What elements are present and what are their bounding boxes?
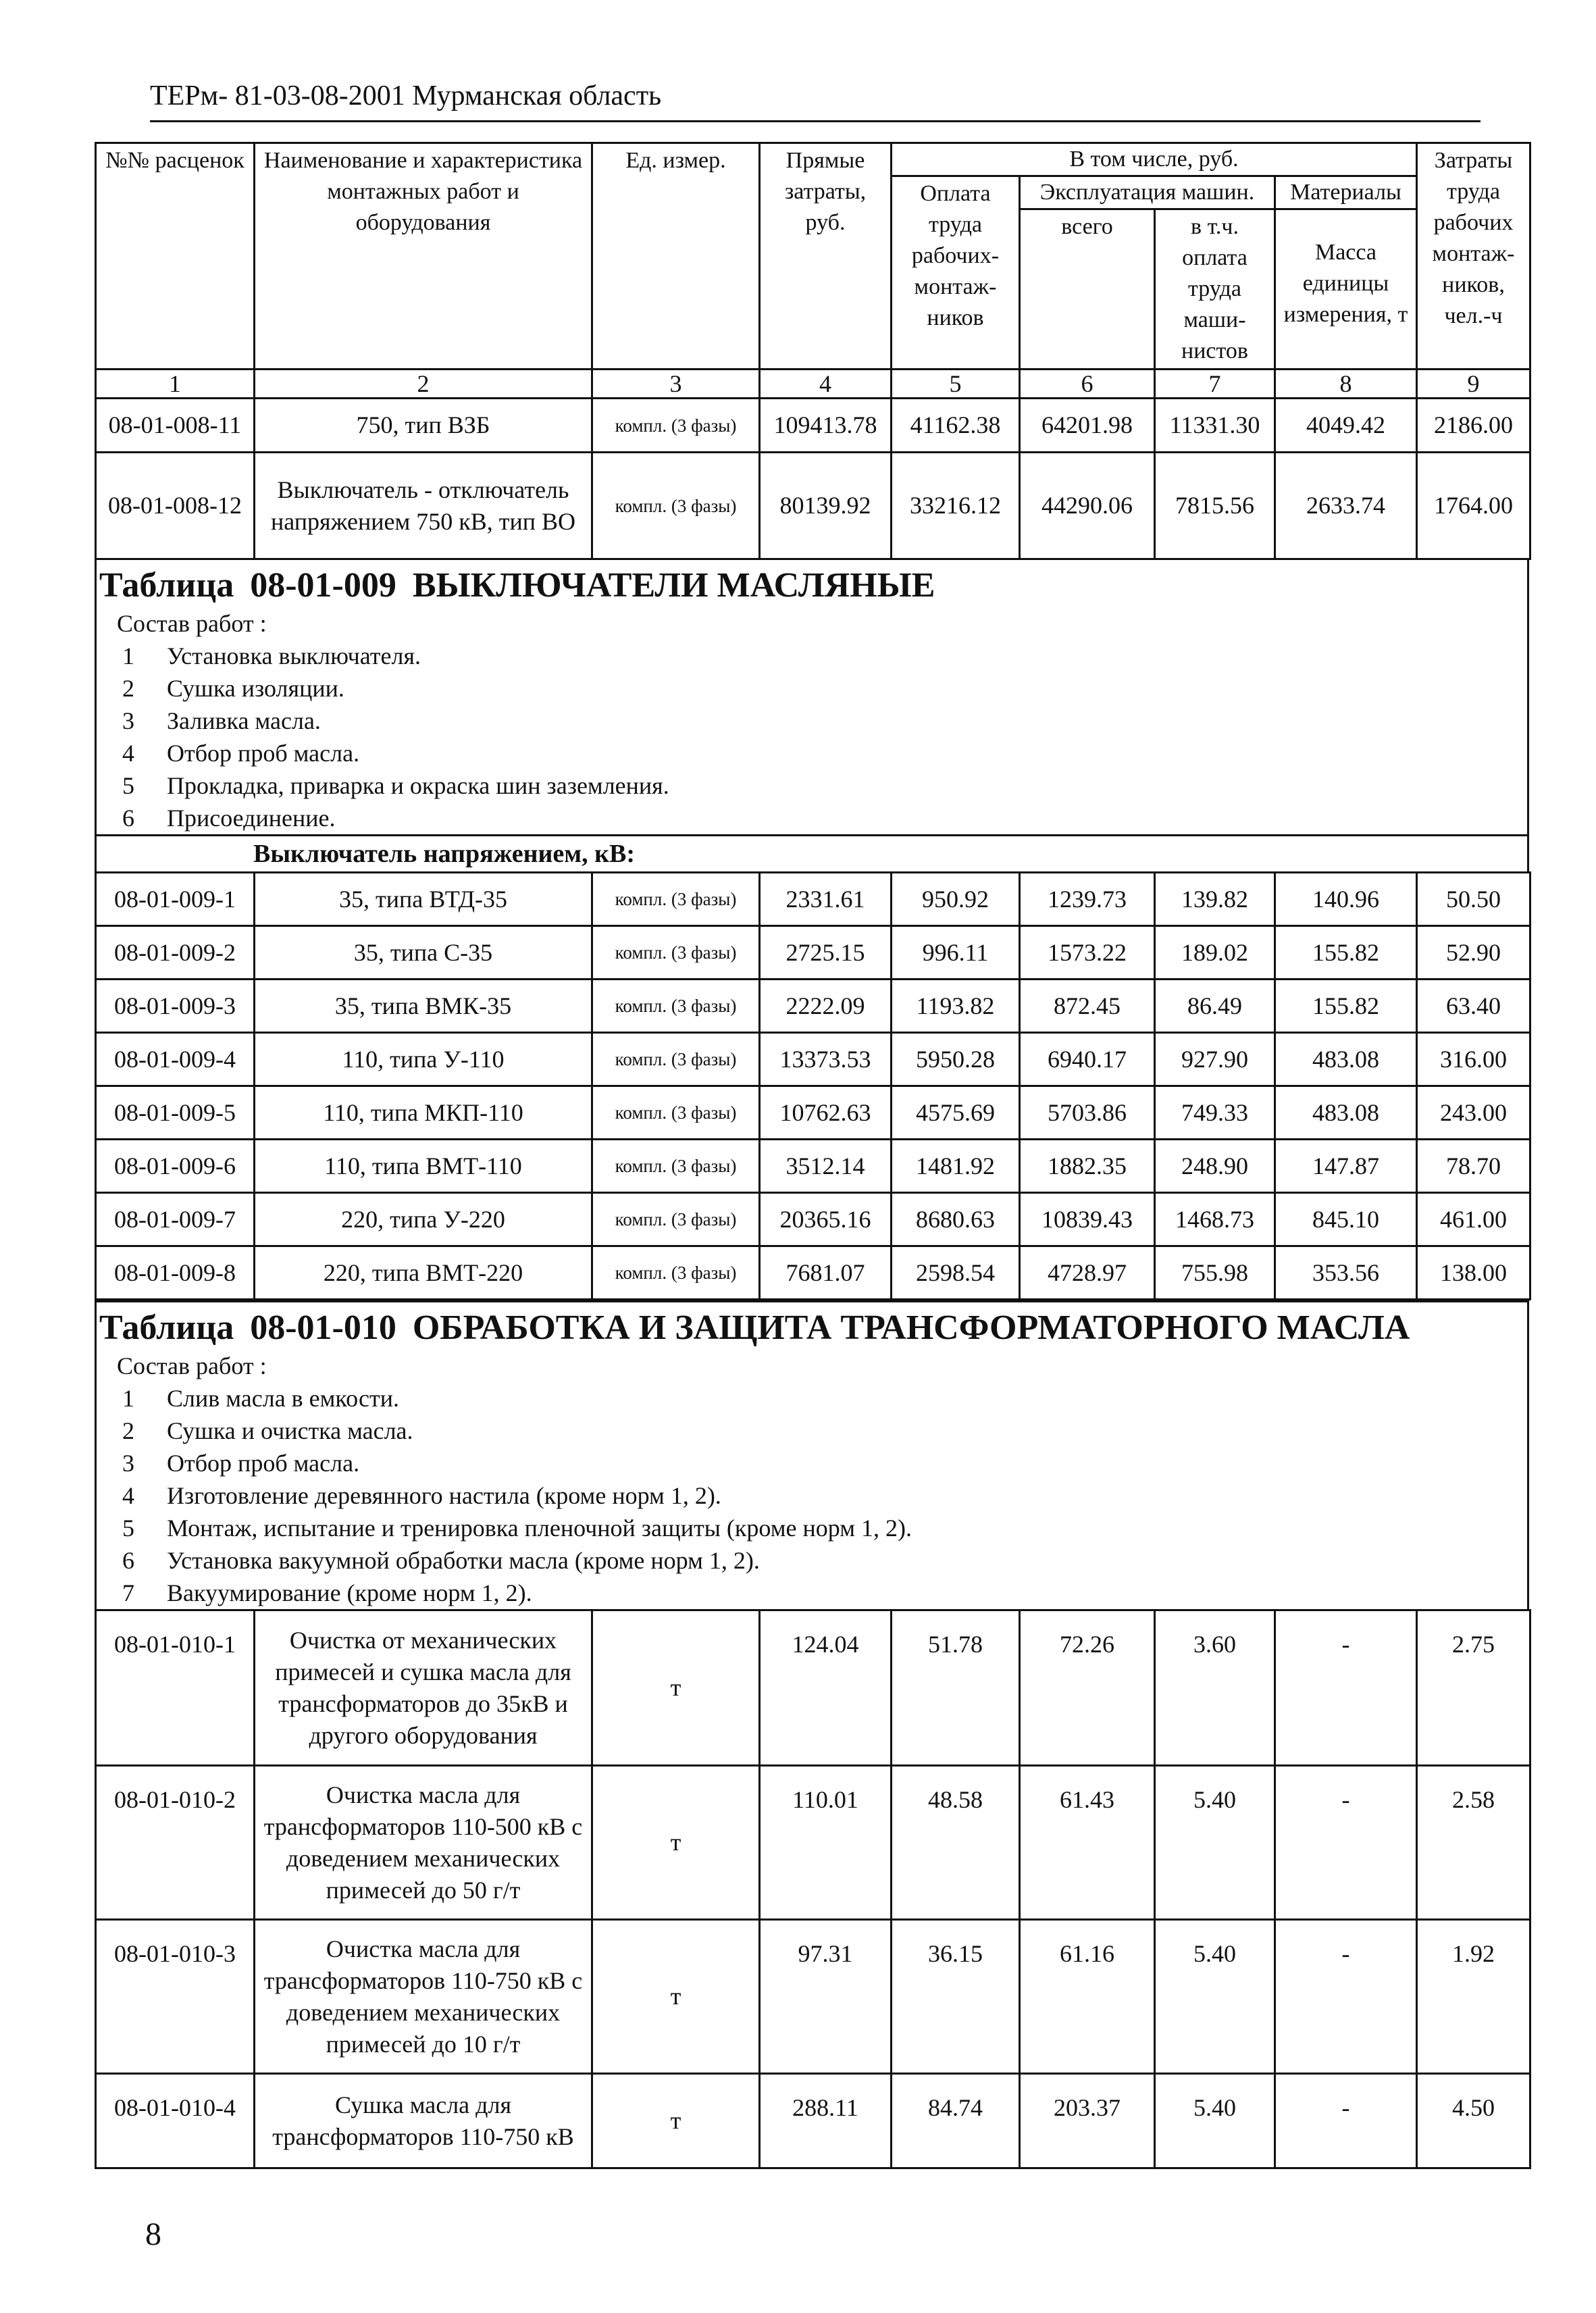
table-009-subheading: Выключатель напряжением, кВ: xyxy=(97,834,1527,871)
row-unit: компл. (3 фазы) xyxy=(592,1246,760,1300)
row-materials: - xyxy=(1275,1920,1417,2074)
row-direct: 97.31 xyxy=(760,1920,892,2074)
row-code: 08-01-010-1 xyxy=(96,1610,255,1766)
row-unit: компл. (3 фазы) xyxy=(592,873,760,926)
row-labor: 8680.63 xyxy=(892,1193,1020,1246)
row-hours: 50.50 xyxy=(1417,873,1530,926)
table-009-rows xyxy=(95,871,1531,1300)
row-unit: компл. (3 фазы) xyxy=(592,453,760,559)
row-direct: 20365.16 xyxy=(760,1193,892,1246)
row-materials: 4049.42 xyxy=(1275,399,1417,453)
table-009-label: Таблица xyxy=(99,566,234,605)
row-labor: 2598.54 xyxy=(892,1246,1020,1300)
page-number: 8 xyxy=(145,2216,161,2252)
row-materials: 155.82 xyxy=(1275,980,1417,1033)
row-unit: т xyxy=(592,1920,760,2074)
col-header-direct: Прямые затраты, руб. xyxy=(760,143,892,370)
row-unit: т xyxy=(592,1766,760,1920)
row-direct: 80139.92 xyxy=(760,453,892,559)
row-machinists: 7815.56 xyxy=(1155,453,1275,559)
row-name: 35, типа С-35 xyxy=(255,926,592,980)
row-direct: 3512.14 xyxy=(760,1140,892,1193)
table-009-name: ВЫКЛЮЧАТЕЛИ МАСЛЯНЫЕ xyxy=(412,566,935,605)
row-machinists: 1468.73 xyxy=(1155,1193,1275,1246)
col-number: 7 xyxy=(1155,370,1275,399)
list-item: 4 Отбор проб масла. xyxy=(122,740,360,767)
table-010-name: ОБРАБОТКА И ЗАЩИТА ТРАНСФОРМАТОРНОГО МАСЛА xyxy=(412,1308,1410,1347)
row-labor: 996.11 xyxy=(892,926,1020,980)
header-rule xyxy=(150,120,1481,122)
col-number: 8 xyxy=(1275,370,1417,399)
col-header-machines-total: всего xyxy=(1020,209,1155,370)
col-header-hours: Затраты труда рабочих монтаж-ников, чел.-ч xyxy=(1417,143,1530,370)
row-direct: 109413.78 xyxy=(760,399,892,453)
row-hours: 4.50 xyxy=(1417,2074,1530,2168)
row-unit: компл. (3 фазы) xyxy=(592,1033,760,1086)
table-010-section xyxy=(95,1300,1529,1609)
row-direct: 2331.61 xyxy=(760,873,892,926)
row-machines: 44290.06 xyxy=(1020,453,1155,559)
row-name: 220, типа ВМТ-220 xyxy=(255,1246,592,1300)
row-labor: 51.78 xyxy=(892,1610,1020,1766)
row-direct: 124.04 xyxy=(760,1610,892,1766)
col-header-machines: Эксплуатация машин. xyxy=(1020,176,1275,209)
table-row xyxy=(96,1086,1530,1140)
row-labor: 1193.82 xyxy=(892,980,1020,1033)
table-row xyxy=(96,1033,1530,1086)
row-code: 08-01-010-3 xyxy=(96,1920,255,2074)
row-hours: 2186.00 xyxy=(1417,399,1530,453)
list-item: 5 Монтаж, испытание и тренировка пленочной защиты (кроме норм 1, 2). xyxy=(122,1515,912,1542)
row-machinists: 248.90 xyxy=(1155,1140,1275,1193)
row-code: 08-01-008-11 xyxy=(96,399,255,453)
column-header-table xyxy=(95,142,1531,560)
row-machinists: 139.82 xyxy=(1155,873,1275,926)
table-row xyxy=(96,399,1530,453)
page-frame xyxy=(95,142,1529,2169)
row-name: 220, типа У-220 xyxy=(255,1193,592,1246)
row-hours: 2.58 xyxy=(1417,1766,1530,1920)
row-labor: 1481.92 xyxy=(892,1140,1020,1193)
list-item: 6 Присоединение. xyxy=(122,805,336,832)
col-number: 5 xyxy=(892,370,1020,399)
row-hours: 316.00 xyxy=(1417,1033,1530,1086)
row-machines: 872.45 xyxy=(1020,980,1155,1033)
row-machinists: 927.90 xyxy=(1155,1033,1275,1086)
row-unit: компл. (3 фазы) xyxy=(592,1140,760,1193)
row-machines: 1573.22 xyxy=(1020,926,1155,980)
table-row xyxy=(96,1140,1530,1193)
list-item: 2 Сушка и очистка масла. xyxy=(122,1417,413,1444)
row-code: 08-01-010-2 xyxy=(96,1766,255,1920)
row-direct: 110.01 xyxy=(760,1766,892,1920)
row-direct: 10762.63 xyxy=(760,1086,892,1140)
table-row xyxy=(96,873,1530,926)
table-row xyxy=(96,1766,1530,1920)
row-code: 08-01-009-3 xyxy=(96,980,255,1033)
row-code: 08-01-009-4 xyxy=(96,1033,255,1086)
row-code: 08-01-009-8 xyxy=(96,1246,255,1300)
row-code: 08-01-009-1 xyxy=(96,873,255,926)
row-name: 110, типа МКП-110 xyxy=(255,1086,592,1140)
row-code: 08-01-009-6 xyxy=(96,1140,255,1193)
row-name: 110, типа У-110 xyxy=(255,1033,592,1086)
row-machinists: 5.40 xyxy=(1155,1766,1275,1920)
table-010-rows xyxy=(95,1609,1531,2169)
row-machinists: 5.40 xyxy=(1155,1920,1275,2074)
row-code: 08-01-010-4 xyxy=(96,2074,255,2168)
row-hours: 63.40 xyxy=(1417,980,1530,1033)
table-010-code: 08-01-010 xyxy=(250,1308,396,1347)
list-item: 3 Заливка масла. xyxy=(122,707,321,734)
row-machines: 4728.97 xyxy=(1020,1246,1155,1300)
col-header-labor: Оплата труда рабочих-монтаж-ников xyxy=(892,176,1020,370)
row-name: Очистка масла для трансформаторов 110-750 кВ с доведением механических примесей до 10 г/т xyxy=(255,1920,592,2074)
row-machines: 203.37 xyxy=(1020,2074,1155,2168)
row-materials: 155.82 xyxy=(1275,926,1417,980)
table-row xyxy=(96,1246,1530,1300)
table-009-code: 08-01-009 xyxy=(250,566,396,605)
row-hours: 2.75 xyxy=(1417,1610,1530,1766)
col-number: 2 xyxy=(255,370,592,399)
row-labor: 48.58 xyxy=(892,1766,1020,1920)
table-010-composition-label: Состав работ : xyxy=(117,1352,267,1379)
table-009-title xyxy=(99,564,1520,607)
row-unit: т xyxy=(592,2074,760,2168)
row-direct: 2222.09 xyxy=(760,980,892,1033)
row-materials: - xyxy=(1275,2074,1417,2168)
row-materials: - xyxy=(1275,1610,1417,1766)
row-machines: 61.16 xyxy=(1020,1920,1155,2074)
row-hours: 1764.00 xyxy=(1417,453,1530,559)
list-item: 3 Отбор проб масла. xyxy=(122,1450,360,1477)
row-machines: 10839.43 xyxy=(1020,1193,1155,1246)
table-row xyxy=(96,1193,1530,1246)
row-name: Очистка масла для трансформаторов 110-500 кВ с доведением механических примесей до 50 г/т xyxy=(255,1766,592,1920)
row-unit: компл. (3 фазы) xyxy=(592,1086,760,1140)
row-materials: 845.10 xyxy=(1275,1193,1417,1246)
row-machines: 5703.86 xyxy=(1020,1086,1155,1140)
table-009-section xyxy=(95,560,1529,871)
table-row xyxy=(96,453,1530,559)
table-010-title xyxy=(99,1306,1520,1350)
row-labor: 36.15 xyxy=(892,1920,1020,2074)
row-hours: 52.90 xyxy=(1417,926,1530,980)
row-code: 08-01-009-5 xyxy=(96,1086,255,1140)
row-direct: 7681.07 xyxy=(760,1246,892,1300)
row-materials: 483.08 xyxy=(1275,1033,1417,1086)
col-number: 9 xyxy=(1417,370,1530,399)
row-hours: 1.92 xyxy=(1417,1920,1530,2074)
table-row xyxy=(96,980,1530,1033)
row-direct: 288.11 xyxy=(760,2074,892,2168)
row-machines: 64201.98 xyxy=(1020,399,1155,453)
row-name: Выключатель - отключатель напряжением 750 кВ, тип ВО xyxy=(255,453,592,559)
row-unit: т xyxy=(592,1610,760,1766)
col-header-unit: Ед. измер. xyxy=(592,143,760,370)
row-name: 35, типа ВТД-35 xyxy=(255,873,592,926)
row-machines: 1239.73 xyxy=(1020,873,1155,926)
row-name: Сушка масла для трансформаторов 110-750 кВ xyxy=(255,2074,592,2168)
col-number: 6 xyxy=(1020,370,1155,399)
row-hours: 461.00 xyxy=(1417,1193,1530,1246)
row-name: Очистка от механических примесей и сушка масла для трансформаторов до 35кВ и другого оборудования xyxy=(255,1610,592,1766)
col-header-mass: Масса единицы измерения, т xyxy=(1275,209,1417,370)
row-materials: - xyxy=(1275,1766,1417,1920)
row-labor: 84.74 xyxy=(892,2074,1020,2168)
row-name: 110, типа ВМТ-110 xyxy=(255,1140,592,1193)
row-hours: 78.70 xyxy=(1417,1140,1530,1193)
list-item: 7 Вакуумирование (кроме норм 1, 2). xyxy=(122,1579,532,1606)
row-labor: 4575.69 xyxy=(892,1086,1020,1140)
row-machinists: 755.98 xyxy=(1155,1246,1275,1300)
row-materials: 483.08 xyxy=(1275,1086,1417,1140)
document-header: ТЕРм- 81-03-08-2001 Мурманская область xyxy=(150,80,662,111)
col-header-materials: Материалы xyxy=(1275,176,1417,209)
row-name: 35, типа ВМК-35 xyxy=(255,980,592,1033)
row-unit: компл. (3 фазы) xyxy=(592,926,760,980)
row-labor: 41162.38 xyxy=(892,399,1020,453)
col-number: 4 xyxy=(760,370,892,399)
col-header-including: В том числе, руб. xyxy=(892,143,1417,176)
row-hours: 243.00 xyxy=(1417,1086,1530,1140)
table-row xyxy=(96,926,1530,980)
col-header-code: №№ расценок xyxy=(96,143,255,370)
row-machinists: 3.60 xyxy=(1155,1610,1275,1766)
col-number: 3 xyxy=(592,370,760,399)
row-name: 750, тип ВЗБ xyxy=(255,399,592,453)
row-materials: 353.56 xyxy=(1275,1246,1417,1300)
list-item: 6 Установка вакуумной обработки масла (кроме норм 1, 2). xyxy=(122,1547,760,1574)
row-materials: 147.87 xyxy=(1275,1140,1417,1193)
row-machinists: 5.40 xyxy=(1155,2074,1275,2168)
table-009-composition-label: Состав работ : xyxy=(117,610,267,637)
col-header-name: Наименование и характеристика монтажных работ и оборудования xyxy=(255,143,592,370)
table-row xyxy=(96,1610,1530,1766)
row-unit: компл. (3 фазы) xyxy=(592,980,760,1033)
row-code: 08-01-009-7 xyxy=(96,1193,255,1246)
row-code: 08-01-008-12 xyxy=(96,453,255,559)
row-machinists: 86.49 xyxy=(1155,980,1275,1033)
row-machines: 6940.17 xyxy=(1020,1033,1155,1086)
row-direct: 13373.53 xyxy=(760,1033,892,1086)
row-machinists: 189.02 xyxy=(1155,926,1275,980)
row-unit: компл. (3 фазы) xyxy=(592,1193,760,1246)
list-item: 2 Сушка изоляции. xyxy=(122,675,344,702)
row-code: 08-01-009-2 xyxy=(96,926,255,980)
row-hours: 138.00 xyxy=(1417,1246,1530,1300)
table-row xyxy=(96,2074,1530,2168)
list-item: 1 Слив масла в емкости. xyxy=(122,1385,399,1412)
col-number: 1 xyxy=(96,370,255,399)
row-labor: 950.92 xyxy=(892,873,1020,926)
list-item: 5 Прокладка, приварка и окраска шин заземления. xyxy=(122,772,669,799)
row-labor: 5950.28 xyxy=(892,1033,1020,1086)
table-010-label: Таблица xyxy=(99,1308,234,1347)
col-header-machinists: в т.ч. оплата труда маши-нистов xyxy=(1155,209,1275,370)
list-item: 4 Изготовление деревянного настила (кроме норм 1, 2). xyxy=(122,1482,721,1509)
row-machines: 72.26 xyxy=(1020,1610,1155,1766)
row-unit: компл. (3 фазы) xyxy=(592,399,760,453)
row-materials: 140.96 xyxy=(1275,873,1417,926)
row-machines: 1882.35 xyxy=(1020,1140,1155,1193)
row-machines: 61.43 xyxy=(1020,1766,1155,1920)
row-machinists: 11331.30 xyxy=(1155,399,1275,453)
row-direct: 2725.15 xyxy=(760,926,892,980)
table-row xyxy=(96,1920,1530,2074)
list-item: 1 Установка выключателя. xyxy=(122,642,421,669)
row-labor: 33216.12 xyxy=(892,453,1020,559)
row-materials: 2633.74 xyxy=(1275,453,1417,559)
row-machinists: 749.33 xyxy=(1155,1086,1275,1140)
